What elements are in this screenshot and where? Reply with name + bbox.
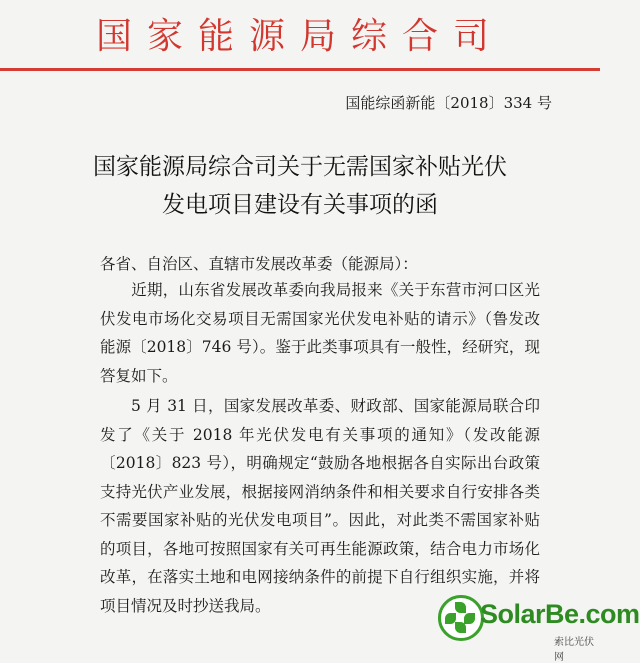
title-line-1: 国家能源局综合司关于无需国家补贴光伏 bbox=[93, 154, 507, 180]
solarbe-watermark-logo bbox=[436, 589, 640, 663]
letterhead-divider bbox=[0, 68, 600, 71]
body-paragraph-1 bbox=[100, 276, 540, 390]
leaf-logo-icon bbox=[438, 595, 484, 641]
paragraph-text: 5 月 31 日，国家发展改革委、财政部、国家能源局联合印发了《关于 2018 年光伏发电有关事项的通知》（发改能源〔2018〕823 号），明确规定“鼓励各地根据各自实际出台政策支持光伏产业发展，根据接网消纳条件和相关要求自行安排各类不需要国家补贴的光伏发电项目”。因此，对此类不需国家补贴的项目，各地可按照国家有关可再生能源政策，结合电力市场化改革，在落实土地和电网接纳条件的前提下自行组织实施，并将项目情况及时抄送我局。 bbox=[100, 397, 540, 615]
watermark-subtitle: 索比光伏网 bbox=[554, 637, 594, 663]
watermark-brand: SolarBe.com bbox=[480, 599, 640, 629]
document-number: 国能综函新能〔2018〕334 号 bbox=[345, 94, 552, 112]
body-paragraph-2 bbox=[100, 392, 540, 620]
paragraph-text: 近期，山东省发展改革委向我局报来《关于东营市河口区光伏发电市场化交易项目无需国家光伏发电补贴的请示》（鲁发改能源〔2018〕746 号）。鉴于此类事项具有一般性，经研究，现答复如下。 bbox=[100, 281, 540, 385]
letterhead-title: 国家能源局综合司 bbox=[95, 16, 504, 57]
document-title bbox=[0, 148, 600, 224]
title-line-2: 发电项目建设有关事项的函 bbox=[162, 192, 438, 218]
salutation: 各省、自治区、直辖市发展改革委（能源局）： bbox=[100, 255, 418, 273]
